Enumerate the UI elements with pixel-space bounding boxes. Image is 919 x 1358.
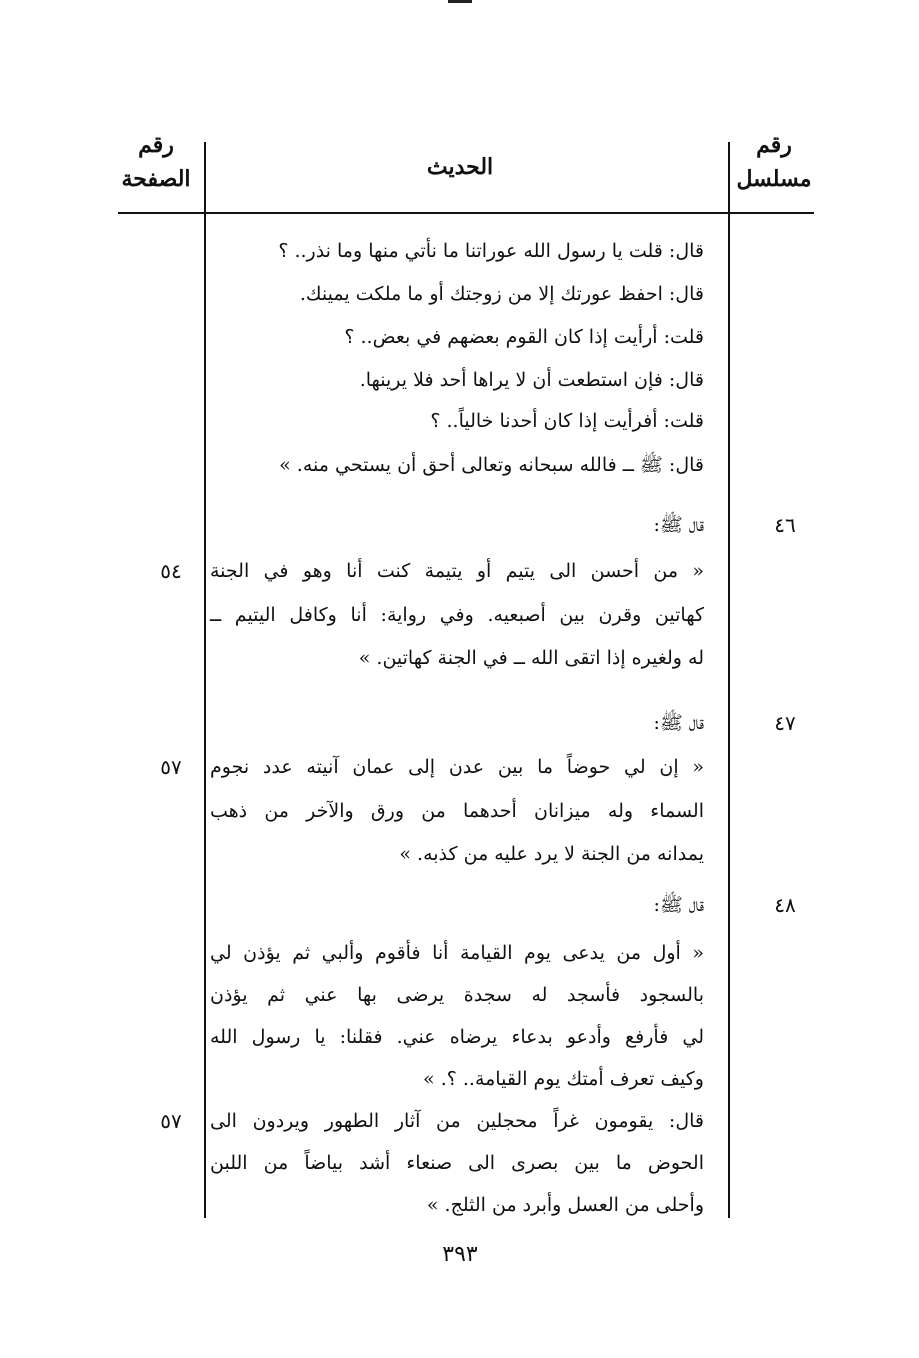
column-divider-right <box>728 142 730 1218</box>
hadith-line: قال: يقومون غراً محجلين من آثار الطهور ويردون الى <box>210 1110 704 1132</box>
hadith-line: كهاتين وقرن بين أصبعيه. وفي رواية: أنا وكافل اليتيم ــ <box>210 604 704 626</box>
page-column-header <box>108 128 204 196</box>
hadith-line: السماء وله ميزانان أحدهما من ورق والآخر من ذهب <box>210 800 704 822</box>
hadith-line: بالسجود فأسجد له سجدة يرضى بها عني ثم يؤذن <box>210 984 704 1006</box>
hadith-line: « من أحسن الى يتيم أو يتيمة كنت أنا وهو في الجنة <box>210 560 704 582</box>
hadith-line: « أول من يدعى يوم القيامة أنا فأقوم وألبي ثم يؤذن لي <box>210 942 704 964</box>
page-header-line1: رقم <box>138 132 174 158</box>
serial-column-header <box>726 128 822 196</box>
continuation-line: قال: فإن استطعت أن لا يراها أحد فلا يرينها. <box>359 369 704 391</box>
continuation-line: قال: احفظ عورتك إلا من زوجتك أو ما ملكت يمينك. <box>299 283 704 305</box>
serial-header-line1: رقم <box>756 132 792 158</box>
hadith-line: يمدانه من الجنة لا يرد عليه من كذبه. » <box>399 843 704 865</box>
page-reference: ٥٧ <box>160 1109 182 1133</box>
header-rule <box>118 212 814 214</box>
serial-number: ٤٨ <box>774 893 796 917</box>
hadith-line: لي فأرفع وأدعو بدعاء يرضاه عني. فقلنا: يا رسول الله <box>210 1026 704 1048</box>
hadith-line: له ولغيره إذا اتقى الله ــ في الجنة كهاتين. » <box>358 647 704 669</box>
continuation-line: قال: ﷺ ــ فالله سبحانه وتعالى أحق أن يستحي منه. » <box>279 454 704 476</box>
entry-intro: قال ﷺ: <box>653 514 704 536</box>
serial-header-line2: مسلسل <box>736 166 812 192</box>
entry-intro: قال ﷺ: <box>653 712 704 734</box>
serial-number: ٤٧ <box>774 711 796 735</box>
page-number: ٣٩٣ <box>442 1242 478 1267</box>
continuation-line: قلت: أفرأيت إذا كان أحدنا خالياً.. ؟ <box>430 410 704 432</box>
hadith-line: « إن لي حوضاً ما بين عدن إلى عمان آنيته عدد نجوم <box>210 756 704 778</box>
entry-intro: قال ﷺ: <box>653 894 704 916</box>
page-header-line2: الصفحة <box>121 166 191 192</box>
serial-number: ٤٦ <box>774 513 796 537</box>
hadith-column-header: الحديث <box>426 154 494 180</box>
hadith-line: الحوض ما بين بصرى الى صنعاء أشد بياضاً من اللبن <box>210 1152 704 1174</box>
continuation-line: قلت: أرأيت إذا كان القوم بعضهم في بعض.. ؟ <box>344 326 704 348</box>
continuation-line: قال: قلت يا رسول الله عوراتنا ما نأتي منها وما نذر.. ؟ <box>278 240 704 262</box>
column-divider-left <box>204 142 206 1218</box>
hadith-line: وأحلى من العسل وأبرد من الثلج. » <box>426 1194 704 1216</box>
page-reference: ٥٤ <box>160 559 182 583</box>
top-mark <box>448 0 472 3</box>
hadith-line: وكيف تعرف أمتك يوم القيامة.. ؟. » <box>423 1068 704 1090</box>
page-reference: ٥٧ <box>160 755 182 779</box>
